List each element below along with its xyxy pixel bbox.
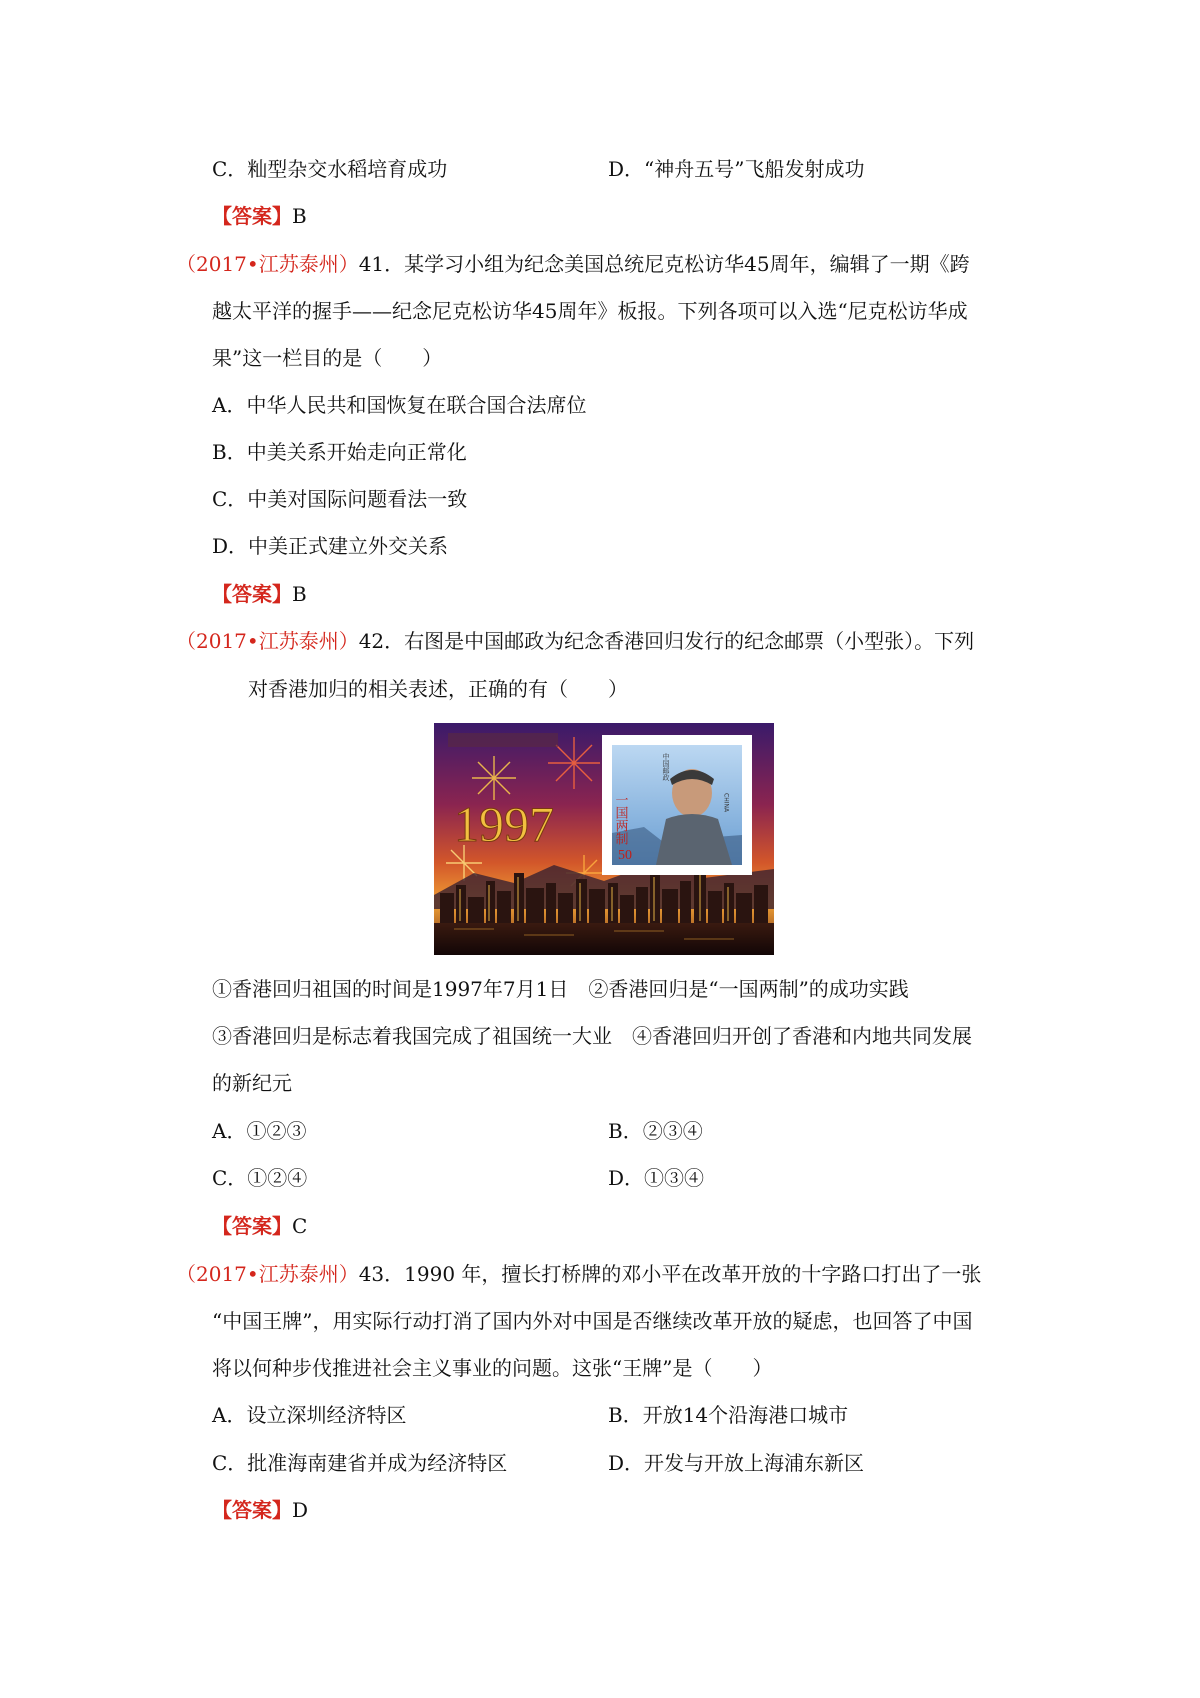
answer-value: C (292, 1214, 308, 1238)
q42-statement-line3: 的新纪元 (212, 1071, 292, 1095)
q42-option-a: A．①②③ (212, 1119, 307, 1143)
q41-source: （2017•江苏泰州） (176, 252, 359, 276)
answer-label: 【答案】 (212, 204, 292, 228)
q42-stem-line2: 对香港加归的相关表述，正确的有（ ） (248, 677, 628, 701)
q41-stem-text: 41．某学习小组为纪念美国总统尼克松访华45周年，编辑了一期《跨 (358, 252, 970, 276)
q41-stem-line1 (176, 250, 970, 278)
q43-stem-line1 (176, 1260, 981, 1288)
q41-answer (212, 580, 307, 608)
answer-value: B (292, 582, 307, 606)
q41-option-a: A．中华人民共和国恢复在联合国合法席位 (212, 393, 587, 417)
q42-option-d: D．①③④ (608, 1166, 705, 1190)
q42-statement-line1: ①香港回归祖国的时间是1997年7月1日 ②香港回归是“一国两制”的成功实践 (212, 977, 909, 1001)
answer-value: B (292, 204, 307, 228)
q42-statement-line2: ③香港回归是标志着我国完成了祖国统一大业 ④香港回归开创了香港和内地共同发展 (212, 1024, 972, 1048)
q42-option-b: B．②③④ (608, 1119, 703, 1143)
q42-stem-text: 42．右图是中国邮政为纪念香港回归发行的纪念邮票（小型张）。下列 (358, 629, 975, 653)
q41-option-d: D．中美正式建立外交关系 (212, 534, 449, 558)
q43-option-a: A．设立深圳经济特区 (212, 1403, 407, 1427)
stamp-motto: 一国两制 (612, 793, 628, 845)
q41-stem-line2: 越太平洋的握手——纪念尼克松访华45周年》板报。下列各项可以入选“尼克松访华成 (212, 299, 968, 323)
q41-stem-line3: 果”这一栏目的是（ ） (212, 346, 443, 370)
q43-stem-line2: “中国王牌”，用实际行动打消了国内外对中国是否继续改革开放的疑虑，也回答了中国 (212, 1309, 973, 1333)
answer-label: 【答案】 (212, 1214, 292, 1238)
q42-stem-line1 (176, 627, 974, 655)
q43-option-d: D．开发与开放上海浦东新区 (608, 1451, 865, 1475)
q41-option-c: C．中美对国际问题看法一致 (212, 487, 468, 511)
answer-label: 【答案】 (212, 582, 292, 606)
stamp-year: 1997 (454, 796, 554, 852)
q43-stem-text: 43．1990 年，擅长打桥牌的邓小平在改革开放的十字路口打出了一张 (358, 1262, 982, 1286)
q42-answer (212, 1212, 307, 1240)
answer-label: 【答案】 (212, 1498, 292, 1522)
q43-option-c: C．批准海南建省并成为经济特区 (212, 1451, 508, 1475)
answer-value: D (292, 1498, 309, 1522)
q40-option-c: C．籼型杂交水稻培育成功 (212, 157, 448, 181)
q40-option-d: D．“神舟五号”飞船发射成功 (608, 157, 865, 181)
q40-answer (212, 202, 307, 230)
q43-stem-line3: 将以何种步伐推进社会主义事业的问题。这张“王牌”是（ ） (212, 1356, 773, 1380)
q43-answer (212, 1496, 308, 1524)
q43-source: （2017•江苏泰州） (176, 1262, 359, 1286)
inner-stamp (602, 735, 752, 875)
q41-option-b: B．中美关系开始走向正常化 (212, 440, 467, 464)
hong-kong-stamp-image (434, 723, 774, 955)
stamp-value: 50 (618, 848, 632, 863)
stamp-country-en: CHINA (722, 793, 730, 813)
q42-source: （2017•江苏泰州） (176, 629, 359, 653)
q43-option-b: B．开放14个沿海港口城市 (608, 1403, 849, 1427)
stamp-country: 中国邮政 (662, 753, 670, 781)
q42-option-c: C．①②④ (212, 1166, 308, 1190)
